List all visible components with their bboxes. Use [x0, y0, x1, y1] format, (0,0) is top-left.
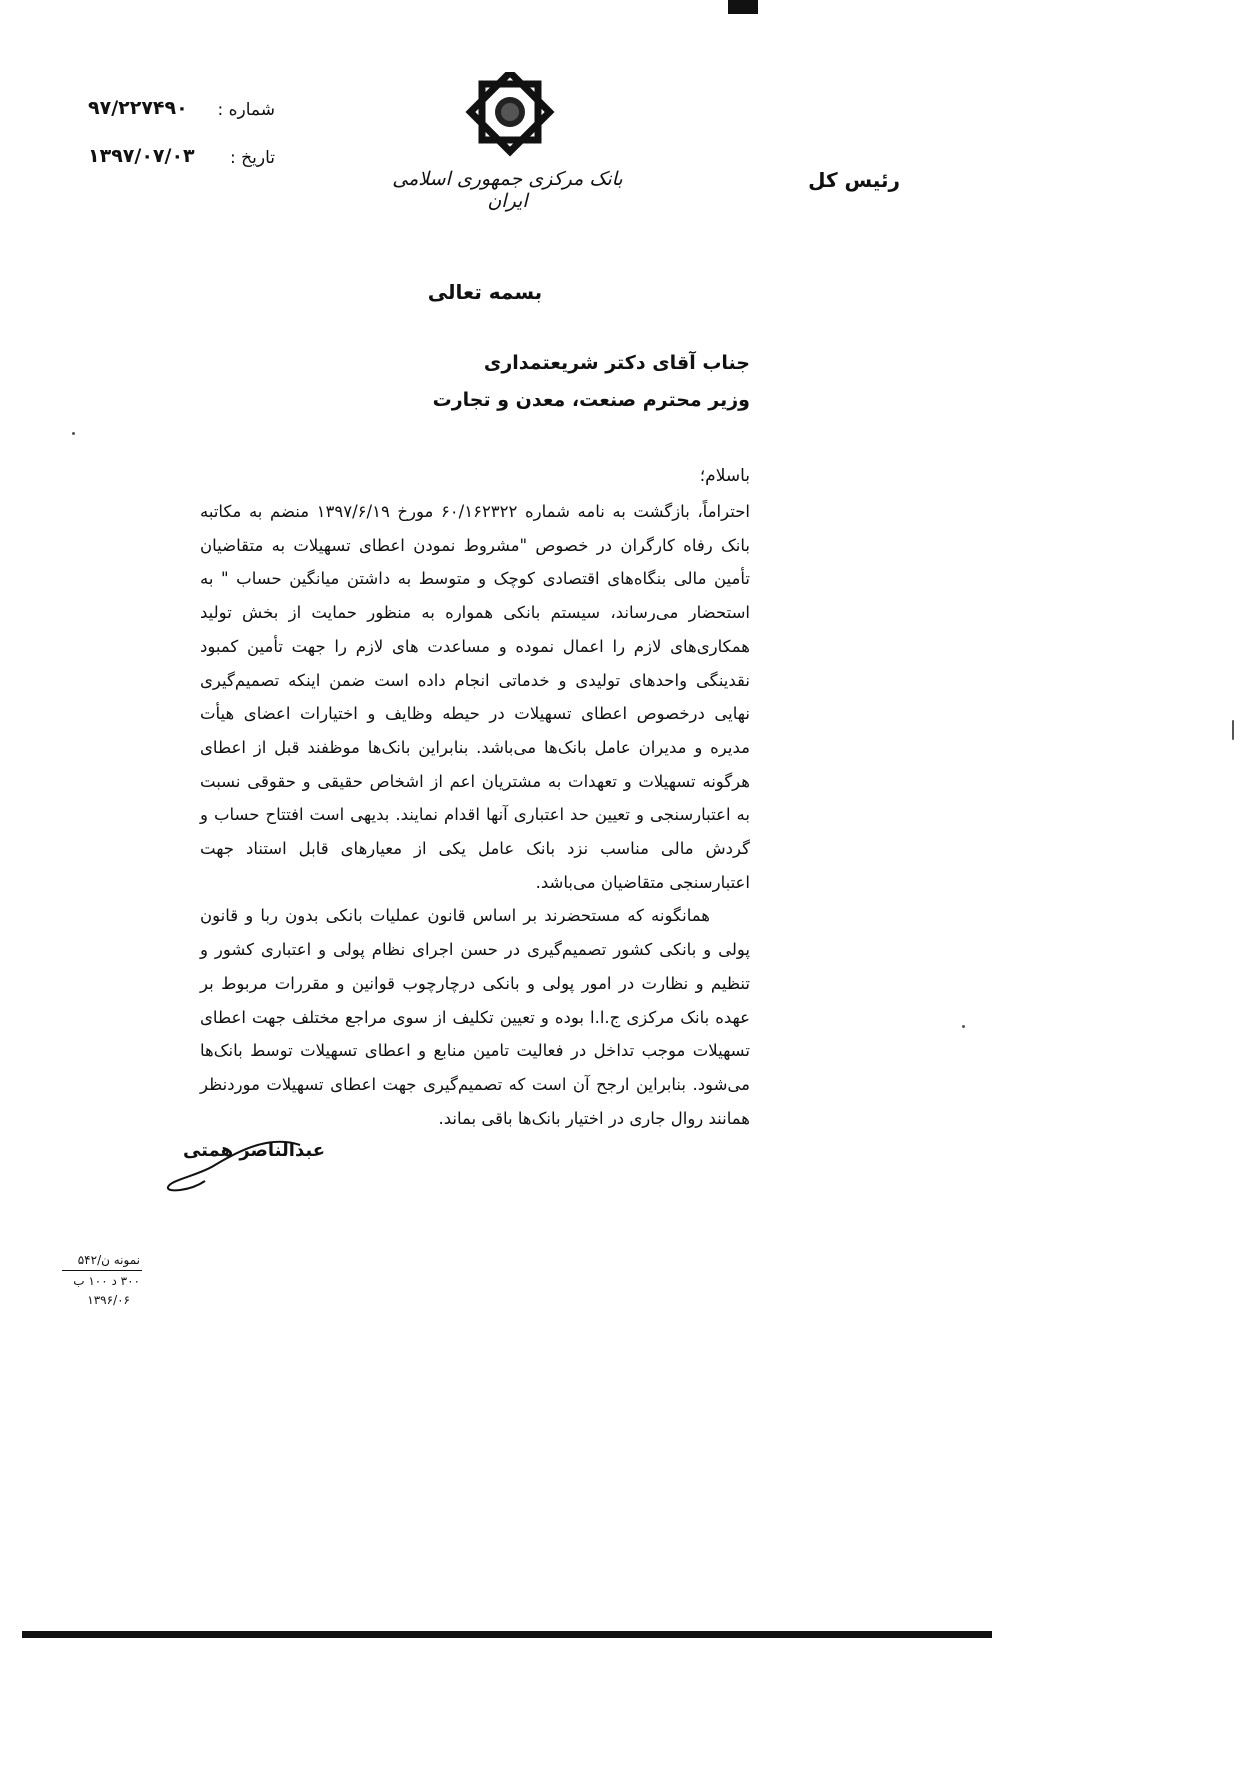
- form-code: نمونه ن/۵۴۲: [77, 1253, 140, 1267]
- bottom-rule: [22, 1631, 992, 1638]
- recipient-name: جناب آقای دکتر شریعتمداری: [483, 352, 750, 374]
- number-label: شماره :: [217, 100, 275, 120]
- central-bank-logo: [460, 72, 560, 162]
- handwritten-signature: [160, 1125, 310, 1195]
- recipient-title: وزیر محترم صنعت، معدن و تجارت: [432, 389, 750, 411]
- form-code-divider: [62, 1270, 142, 1271]
- letter-body: [200, 495, 750, 1135]
- print-code: ۳۰۰ د ۱۰۰ ب: [73, 1274, 140, 1288]
- scan-speck: [1232, 720, 1234, 740]
- bank-name: بانک مرکزی جمهوری اسلامی ایران: [392, 168, 623, 212]
- paragraph-1: احتراماً، بازگشت به نامه شماره ۶۰/۱۶۲۳۲۲ مورخ ۱۳۹۷/۶/۱۹ منضم به مکاتبه بانک رفاه کارگران در خصوص "مشروط نمودن اعطای تسهیلات به متقاضیان تأمین مالی بنگاه‌های اقتصادی کوچک و متوسط به داشتن میانگین حساب " به استحضار می‌رساند، سیستم بانکی همواره به منظور حمایت از بخش تولید همکاری‌های لازم را اعمال نموده و مساعدت های لازم را جهت تأمین کمبود نقدینگی واحدهای تولیدی و خدماتی انجام داده است ضمن اینکه تصمیم‌گیری نهایی درخصوص اعطای تسهیلات در حیطه وظایف و اختیارات اعضای هیأت مدیره و مدیران عامل بانک‌ها می‌باشد. بنابراین بانک‌ها موظفند قبل از اعطای هرگونه تسهیلات و تعهدات به مشتریان اعم از اشخاص حقیقی و حقوقی نسبت به اعتبارسنجی و تعیین حد اعتباری آنها اقدام نمایند. بدیهی است افتتاح حساب و گردش مالی مناسب نزد بانک عامل یکی از معیارهای قابل استناد جهت اعتبارسنجی متقاضیان می‌باشد.: [200, 502, 750, 892]
- number-value: ۹۷/۲۲۷۴۹۰: [88, 97, 188, 119]
- invocation: بسمه تعالی: [427, 280, 543, 304]
- date-value: ۱۳۹۷/۰۷/۰۳: [88, 145, 195, 167]
- scan-speck: [962, 1025, 965, 1028]
- scan-speck: [72, 432, 75, 435]
- salutation: باسلام؛: [699, 466, 750, 486]
- signature-name: عبدالناصر همتی: [182, 1140, 325, 1161]
- scan-mark: [728, 0, 758, 14]
- sender-title: رئیس کل: [808, 168, 900, 192]
- form-date: ۱۳۹۶/۰۶: [87, 1293, 130, 1307]
- date-label: تاریخ :: [230, 148, 275, 168]
- paragraph-2: همانگونه که مستحضرند بر اساس قانون عملیات بانکی بدون ربا و قانون پولی و بانکی کشور تصمیم‌گیری در حسن اجرای نظام پولی و اعتباری کشور و تنظیم و نظارت در امور پولی و بانکی درچارچوب قوانین و مقررات مربوط بر عهده بانک مرکزی ج.ا.ا بوده و تعیین تکلیف از سوی مراجع مختلف جهت اعطای تسهیلات موجب تداخل در فعالیت تامین منابع و اعطای تسهیلات توسط بانک‌ها می‌شود. بنابراین ارجح آن است که تصمیم‌گیری جهت اعطای تسهیلات موردنظر همانند روال جاری در اختیار بانک‌ها باقی بماند.: [200, 906, 750, 1128]
